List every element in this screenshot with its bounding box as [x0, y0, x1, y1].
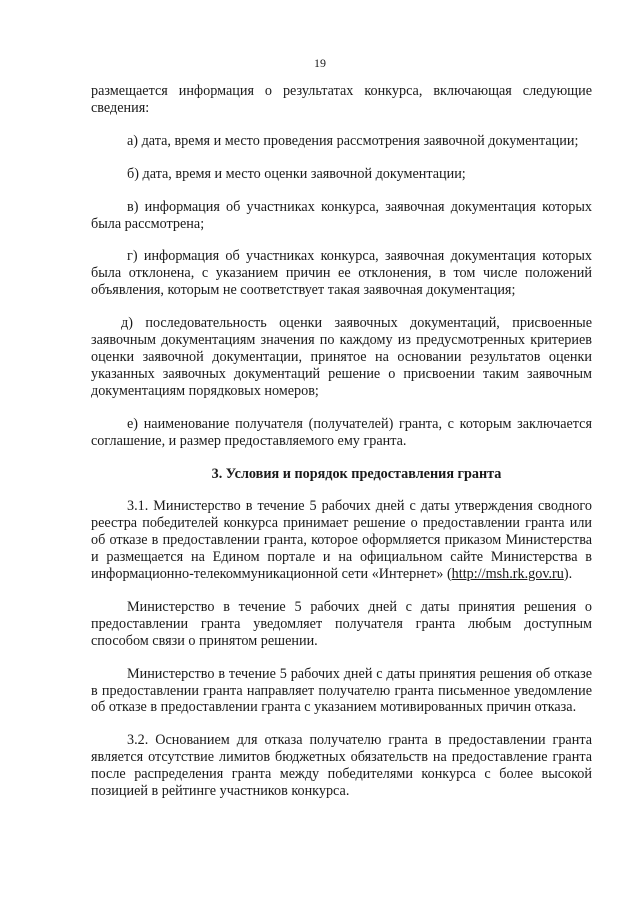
- paragraph-grant-notice: Министерство в течение 5 рабочих дней с даты принятия решения о предоставлении гранта уведомляет получателя гранта любым доступным способом связи о принятом решении.: [91, 598, 592, 649]
- document-body: [91, 83, 592, 816]
- ministry-website-link[interactable]: http://msh.rk.gov.ru: [451, 566, 564, 583]
- paragraph-item-a: а) дата, время и место проведения рассмотрения заявочной документации;: [127, 132, 579, 149]
- paragraph-refusal-notice: Министерство в течение 5 рабочих дней с даты принятия решения об отказе в предоставлении гранта направляет получателю гранта письменное уведомление об отказе в предоставлении гранта с указанием мотивированных причин отказа.: [91, 665, 592, 716]
- paragraph-3-1-end: ).: [563, 566, 573, 583]
- paragraph-item-d: д) последовательность оценки заявочных документаций, присвоенные заявочным документациям значения по каждому из предусмотренных критериев оценки заявочной документации, принятое на основании результатов оценки указанных заявочных документаций решение о присвоении таким заявочным документациям порядковых номеров;: [91, 315, 592, 399]
- paragraph-item-e: е) наименование получателя (получателей) гранта, с которым заключается соглашение, и размер предоставляемого ему гранта.: [91, 415, 592, 449]
- paragraph-item-g: г) информация об участниках конкурса, заявочная документация которых была отклонена, с указанием причин ее отклонения, в том числе положений объявления, которым не соответствует такая заявочная документация;: [91, 248, 592, 299]
- paragraph-3-2: 3.2. Основанием для отказа получателю гранта в предоставлении гранта является отсутствие лимитов бюджетных обязательств на предоставление гранта после распределения гранта между победителями конкурса с более высокой позицией в рейтинге участников конкурса.: [91, 732, 592, 800]
- page-number: 19: [314, 56, 326, 70]
- paragraph-intro: размещается информация о результатах конкурса, включающая следующие сведения:: [91, 83, 592, 116]
- paragraph-3-1-text: 3.1. Министерство в течение 5 рабочих дней с даты утверждения сводного реестра победителей конкурса принимает решение о предоставлении гранта или об отказе в предоставлении гранта, которое оформляется приказом Министерства и размещается на Едином портале и на официальном сайте Министерства в информационно-телекоммуникационной сети «Интернет» (: [91, 498, 592, 583]
- paragraph-item-b: б) дата, время и место оценки заявочной документации;: [127, 165, 466, 182]
- section-title: 3. Условия и порядок предоставления гранта: [211, 465, 502, 482]
- paragraph-item-v: в) информация об участниках конкурса, заявочная документация которых была рассмотрена;: [91, 198, 592, 232]
- paragraph-3-1: [91, 498, 592, 583]
